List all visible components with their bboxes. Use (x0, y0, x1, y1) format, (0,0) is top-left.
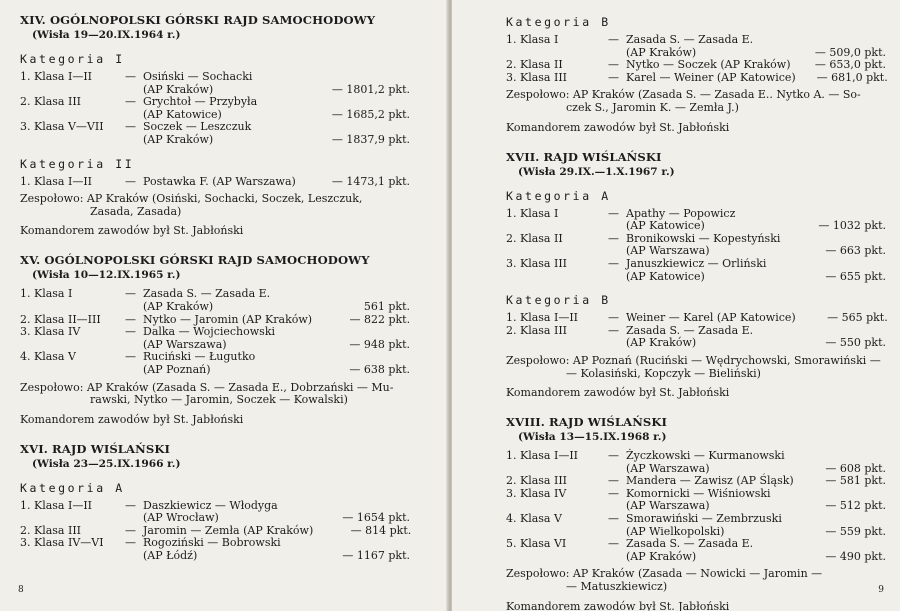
team-result-line: — Kolasiński, Kopczyk — Bieliński) (566, 366, 761, 380)
category-heading: Kategoria B (506, 15, 611, 29)
result-row (506, 450, 886, 463)
points: — 1473,1 pkt. (331, 174, 410, 188)
category-heading: Kategoria I (20, 52, 125, 66)
category-heading: Kategoria A (20, 480, 125, 495)
class-label: 5. Klasa VI (506, 537, 567, 551)
result-row (506, 34, 886, 47)
class-label: 1. Klasa I (506, 206, 559, 220)
result-row (20, 134, 410, 147)
category-heading: Kategoria B (506, 293, 611, 308)
class-label: 3. Klasa IV (20, 325, 81, 339)
result-row (506, 337, 886, 350)
dash (125, 301, 143, 314)
class-label: 1. Klasa I—II (20, 70, 93, 83)
crew-names: Grychtoł — Przybyła (143, 95, 258, 109)
class-label: 4. Klasa V (20, 350, 76, 364)
dash: — (608, 33, 619, 46)
section-title: XV. OGÓLNOPOLSKI GÓRSKI RAJD SAMOCHODOWY (20, 253, 370, 268)
crew-names: (AP Warszawa) (626, 244, 710, 258)
crew-names: (AP Katowice) (626, 269, 705, 283)
dash: — (608, 486, 619, 500)
dash: — (125, 350, 136, 364)
result-row (506, 258, 886, 271)
points: — 1167 pkt. (342, 549, 410, 563)
section-subtitle: (Wisła 10—12.IX.1965 r.) (32, 269, 181, 282)
right-page (452, 0, 900, 611)
section-title: XIV. OGÓLNOPOLSKI GÓRSKI RAJD SAMOCHODOWY (20, 13, 376, 27)
points (312, 96, 410, 109)
result-row (20, 550, 410, 563)
points: 561 pkt. (363, 299, 410, 313)
section-xvi (20, 442, 410, 563)
points: — 550 pkt. (825, 336, 886, 350)
dash (125, 364, 143, 377)
class-label (20, 301, 125, 314)
points: — 822 pkt. (349, 312, 411, 326)
dash: — (125, 120, 136, 134)
points: — 1654 pkt. (342, 511, 410, 525)
class-label: 4. Klasa V (506, 512, 562, 526)
points (794, 538, 886, 551)
team-result-line: Zespołowo: AP Poznań (Ruciński — Wędrychowski, Smorawiński — (506, 353, 881, 367)
result-row (20, 512, 410, 525)
category-heading: Kategoria A (506, 188, 611, 203)
class-label: 3. Klasa V—VII (20, 120, 104, 134)
team-result (506, 89, 886, 114)
dash: — (125, 325, 136, 339)
right-page-content (506, 0, 886, 611)
crew-names: Karel — Weiner (AP Katowice) (626, 70, 796, 84)
dash: — (125, 95, 136, 109)
results-list (506, 208, 886, 284)
dash: — (608, 256, 619, 270)
points: — 663 pkt. (825, 244, 886, 258)
class-label: 3. Klasa III (506, 256, 568, 270)
section-xviii (506, 415, 886, 611)
result-row (20, 71, 410, 84)
dash (608, 271, 626, 284)
class-label: 2. Klasa III (506, 474, 568, 488)
points: — 559 pkt. (825, 524, 886, 538)
dash: — (125, 70, 136, 83)
team-result-line: czek S., Jaromin K. — Zemła J.) (566, 100, 739, 114)
crew-names: Dalka — Wojciechowski (143, 325, 276, 339)
crew-names: Januszkiewicz — Orliński (626, 256, 767, 270)
section-xiv (20, 13, 410, 237)
dash (125, 512, 143, 525)
crew-names: (AP Warszawa) (626, 461, 710, 475)
result-row (20, 301, 410, 314)
crew-names: Życzkowski — Kurmanowski (626, 449, 785, 463)
points: — 681,0 pkt. (816, 70, 888, 84)
dash: — (125, 536, 136, 550)
crew-names: Osiński — Sochacki (143, 70, 253, 83)
dash: — (608, 70, 619, 84)
section-title: XVII. RAJD WIŚLAŃSKI (506, 149, 662, 164)
team-result-line: Zespołowo: AP Kraków (Zasada S. — Zasada E., Dobrzański — Mu- (20, 380, 394, 394)
result-row (506, 312, 886, 325)
crew-names: Soczek — Leszczuk (143, 120, 252, 134)
team-result-line: rawski, Nytko — Jaromin, Soczek — Kowalski) (90, 393, 348, 407)
dash: — (608, 231, 619, 245)
result-row (20, 364, 410, 377)
class-label: 1. Klasa I (506, 33, 559, 46)
crew-names: (AP Warszawa) (143, 337, 227, 351)
section-subtitle: (Wisła 29.IX.—1.X.1967 r.) (518, 165, 675, 178)
result-row (506, 551, 886, 564)
dash: — (608, 474, 619, 488)
team-result (506, 568, 886, 593)
dash: — (608, 58, 619, 72)
class-label (20, 134, 125, 147)
crew-names: Ruciński — Ługutko (143, 350, 256, 364)
dash (608, 551, 626, 564)
crew-names: Jaromin — Zemła (AP Kraków) (143, 523, 314, 537)
team-result-line: Zespołowo: AP Kraków (Zasada — Nowicki — Jaromin — (506, 567, 823, 581)
crew-names: Nytko — Jaromin (AP Kraków) (143, 312, 313, 326)
crew-names: (AP Łódź) (143, 549, 198, 563)
dash: — (608, 311, 619, 325)
team-result-line: Zespołowo: AP Kraków (Osiński, Sochacki, Soczek, Leszczuk, (20, 192, 363, 206)
section-title: XVIII. RAJD WIŚLAŃSKI (506, 415, 668, 430)
crew-names: (AP Kraków) (626, 549, 697, 563)
class-label: 2. Klasa II—III (20, 312, 101, 326)
crew-names: Smorawiński — Zembrzuski (626, 512, 782, 526)
result-row (506, 475, 886, 488)
section-xvii (506, 150, 886, 400)
points: — 608 pkt. (825, 461, 886, 475)
class-label: 1. Klasa I—II (20, 498, 93, 512)
commander-note: Komandorem zawodów był St. Jabłoński (506, 120, 730, 134)
crew-names: Apathy — Popowicz (626, 206, 736, 220)
crew-names: (AP Kraków) (143, 132, 214, 146)
points (312, 326, 410, 339)
category-heading: Kategoria II (20, 156, 135, 171)
result-row (20, 96, 410, 109)
class-label: 2. Klasa II (506, 231, 563, 245)
result-row (20, 288, 410, 301)
team-result (506, 355, 886, 380)
commander-note: Komandorem zawodów był St. Jabłoński (506, 599, 730, 611)
crew-names: (AP Kraków) (143, 82, 214, 96)
points (312, 71, 410, 84)
result-row (506, 220, 886, 233)
class-label: 1. Klasa I—II (506, 449, 579, 463)
dash (125, 550, 143, 563)
class-label (20, 550, 125, 563)
points: — 512 pkt. (825, 499, 886, 513)
page-number: 9 (878, 585, 884, 595)
points: — 655 pkt. (825, 269, 886, 283)
result-row (506, 72, 886, 85)
points: — 565 pkt. (827, 311, 888, 325)
points: — 948 pkt. (349, 337, 410, 351)
crew-names: Rogoziński — Bobrowski (143, 536, 281, 550)
crew-names: (AP Katowice) (626, 219, 705, 233)
team-result-line: Zasada, Zasada) (90, 204, 182, 218)
crew-names: (AP Kraków) (626, 45, 697, 59)
class-label: 2. Klasa III (20, 95, 82, 109)
result-row (20, 326, 410, 339)
dash: — (608, 537, 619, 551)
results-list (20, 288, 410, 376)
crew-names: Daszkiewicz — Włodyga (143, 498, 278, 512)
class-label (506, 271, 608, 284)
points: — 581 pkt. (825, 474, 886, 488)
results-list (20, 176, 410, 189)
crew-names: Zasada S. — Zasada E. (143, 287, 271, 301)
dash: — (608, 512, 619, 526)
results-list (20, 71, 410, 147)
dash: — (608, 206, 619, 220)
crew-names: (AP Wrocław) (143, 511, 219, 525)
dash: — (125, 498, 136, 512)
class-label: 2. Klasa III (20, 523, 82, 537)
result-row (506, 513, 886, 526)
section-xvi-continued (506, 15, 886, 134)
class-label: 3. Klasa III (506, 70, 568, 84)
crew-names: (AP Wielkopolski) (626, 524, 725, 538)
dash (608, 337, 626, 350)
class-label (20, 512, 125, 525)
points: — 814 pkt. (350, 523, 412, 537)
crew-names: Zasada S. — Zasada E. (626, 537, 754, 551)
class-label: 2. Klasa II (506, 58, 563, 72)
class-label: 3. Klasa IV—VI (20, 536, 104, 550)
commander-note: Komandorem zawodów był St. Jabłoński (20, 224, 244, 238)
team-result-line: — Matuszkiewicz) (566, 580, 668, 594)
commander-note: Komandorem zawodów był St. Jabłoński (506, 386, 730, 400)
crew-names: (AP Warszawa) (626, 499, 710, 513)
result-row (506, 538, 886, 551)
points: — 1032 pkt. (818, 219, 886, 233)
result-row (506, 271, 886, 284)
class-label: 2. Klasa III (506, 323, 568, 337)
class-label (506, 220, 608, 233)
result-row (506, 59, 886, 72)
dash: — (125, 523, 136, 537)
dash: — (125, 312, 136, 326)
crew-names: Weiner — Karel (AP Katowice) (626, 311, 796, 325)
points (794, 513, 886, 526)
points: — 653,0 pkt. (814, 58, 886, 72)
crew-names: (AP Katowice) (143, 107, 222, 121)
team-result (20, 193, 410, 218)
crew-names: Zasada S. — Zasada E. (626, 33, 754, 46)
dash (608, 220, 626, 233)
class-label: 1. Klasa I—II (20, 174, 93, 188)
class-label: 1. Klasa I—II (506, 311, 579, 325)
points: — 490 pkt. (825, 549, 886, 563)
section-subtitle: (Wisła 13—15.IX.1968 r.) (518, 431, 667, 444)
crew-names: Mandera — Zawisz (AP Śląsk) (626, 474, 794, 488)
page-number: 8 (18, 585, 24, 595)
section-title: XVI. RAJD WIŚLAŃSKI (20, 441, 171, 456)
points: — 509,0 pkt. (814, 45, 886, 59)
results-list (506, 450, 886, 563)
class-label (506, 551, 608, 564)
left-page-content (20, 0, 410, 563)
results-list (506, 34, 886, 84)
section-xv (20, 253, 410, 425)
points: — 1801,2 pkt. (331, 82, 410, 96)
crew-names: (AP Poznań) (143, 362, 211, 376)
class-label: 1. Klasa I (20, 287, 73, 301)
points: — 1837,9 pkt. (331, 132, 410, 146)
dash: — (125, 287, 136, 301)
crew-names: (AP Kraków) (626, 336, 697, 350)
section-subtitle: (Wisła 23—25.IX.1966 r.) (32, 457, 181, 470)
dash: — (608, 323, 619, 337)
dash: — (125, 174, 136, 188)
dash: — (608, 449, 619, 463)
crew-names: Zasada S. — Zasada E. (626, 323, 754, 337)
results-list (506, 312, 886, 350)
crew-names: Komornicki — Wiśniowski (626, 486, 771, 500)
crew-names: (AP Kraków) (143, 299, 214, 313)
results-list (20, 500, 410, 563)
result-row (20, 176, 410, 189)
points (794, 450, 886, 463)
points (794, 34, 886, 47)
points: — 638 pkt. (349, 362, 410, 376)
left-page (0, 0, 448, 611)
crew-names: Postawka F. (AP Warszawa) (143, 174, 296, 188)
class-label: 3. Klasa IV (506, 486, 567, 500)
section-subtitle: (Wisła 19—20.IX.1964 r.) (32, 29, 181, 41)
class-label (506, 337, 608, 350)
team-result (20, 382, 410, 407)
crew-names: Nytko — Soczek (AP Kraków) (626, 58, 791, 72)
commander-note: Komandorem zawodów był St. Jabłoński (20, 412, 244, 426)
team-result-line: Zespołowo: AP Kraków (Zasada S. — Zasada E.. Nytko A. — So- (506, 88, 861, 102)
dash (125, 134, 143, 147)
class-label (20, 364, 125, 377)
points: — 1685,2 pkt. (331, 107, 410, 121)
points (794, 258, 886, 271)
crew-names: Bronikowski — Kopestyński (626, 231, 781, 245)
